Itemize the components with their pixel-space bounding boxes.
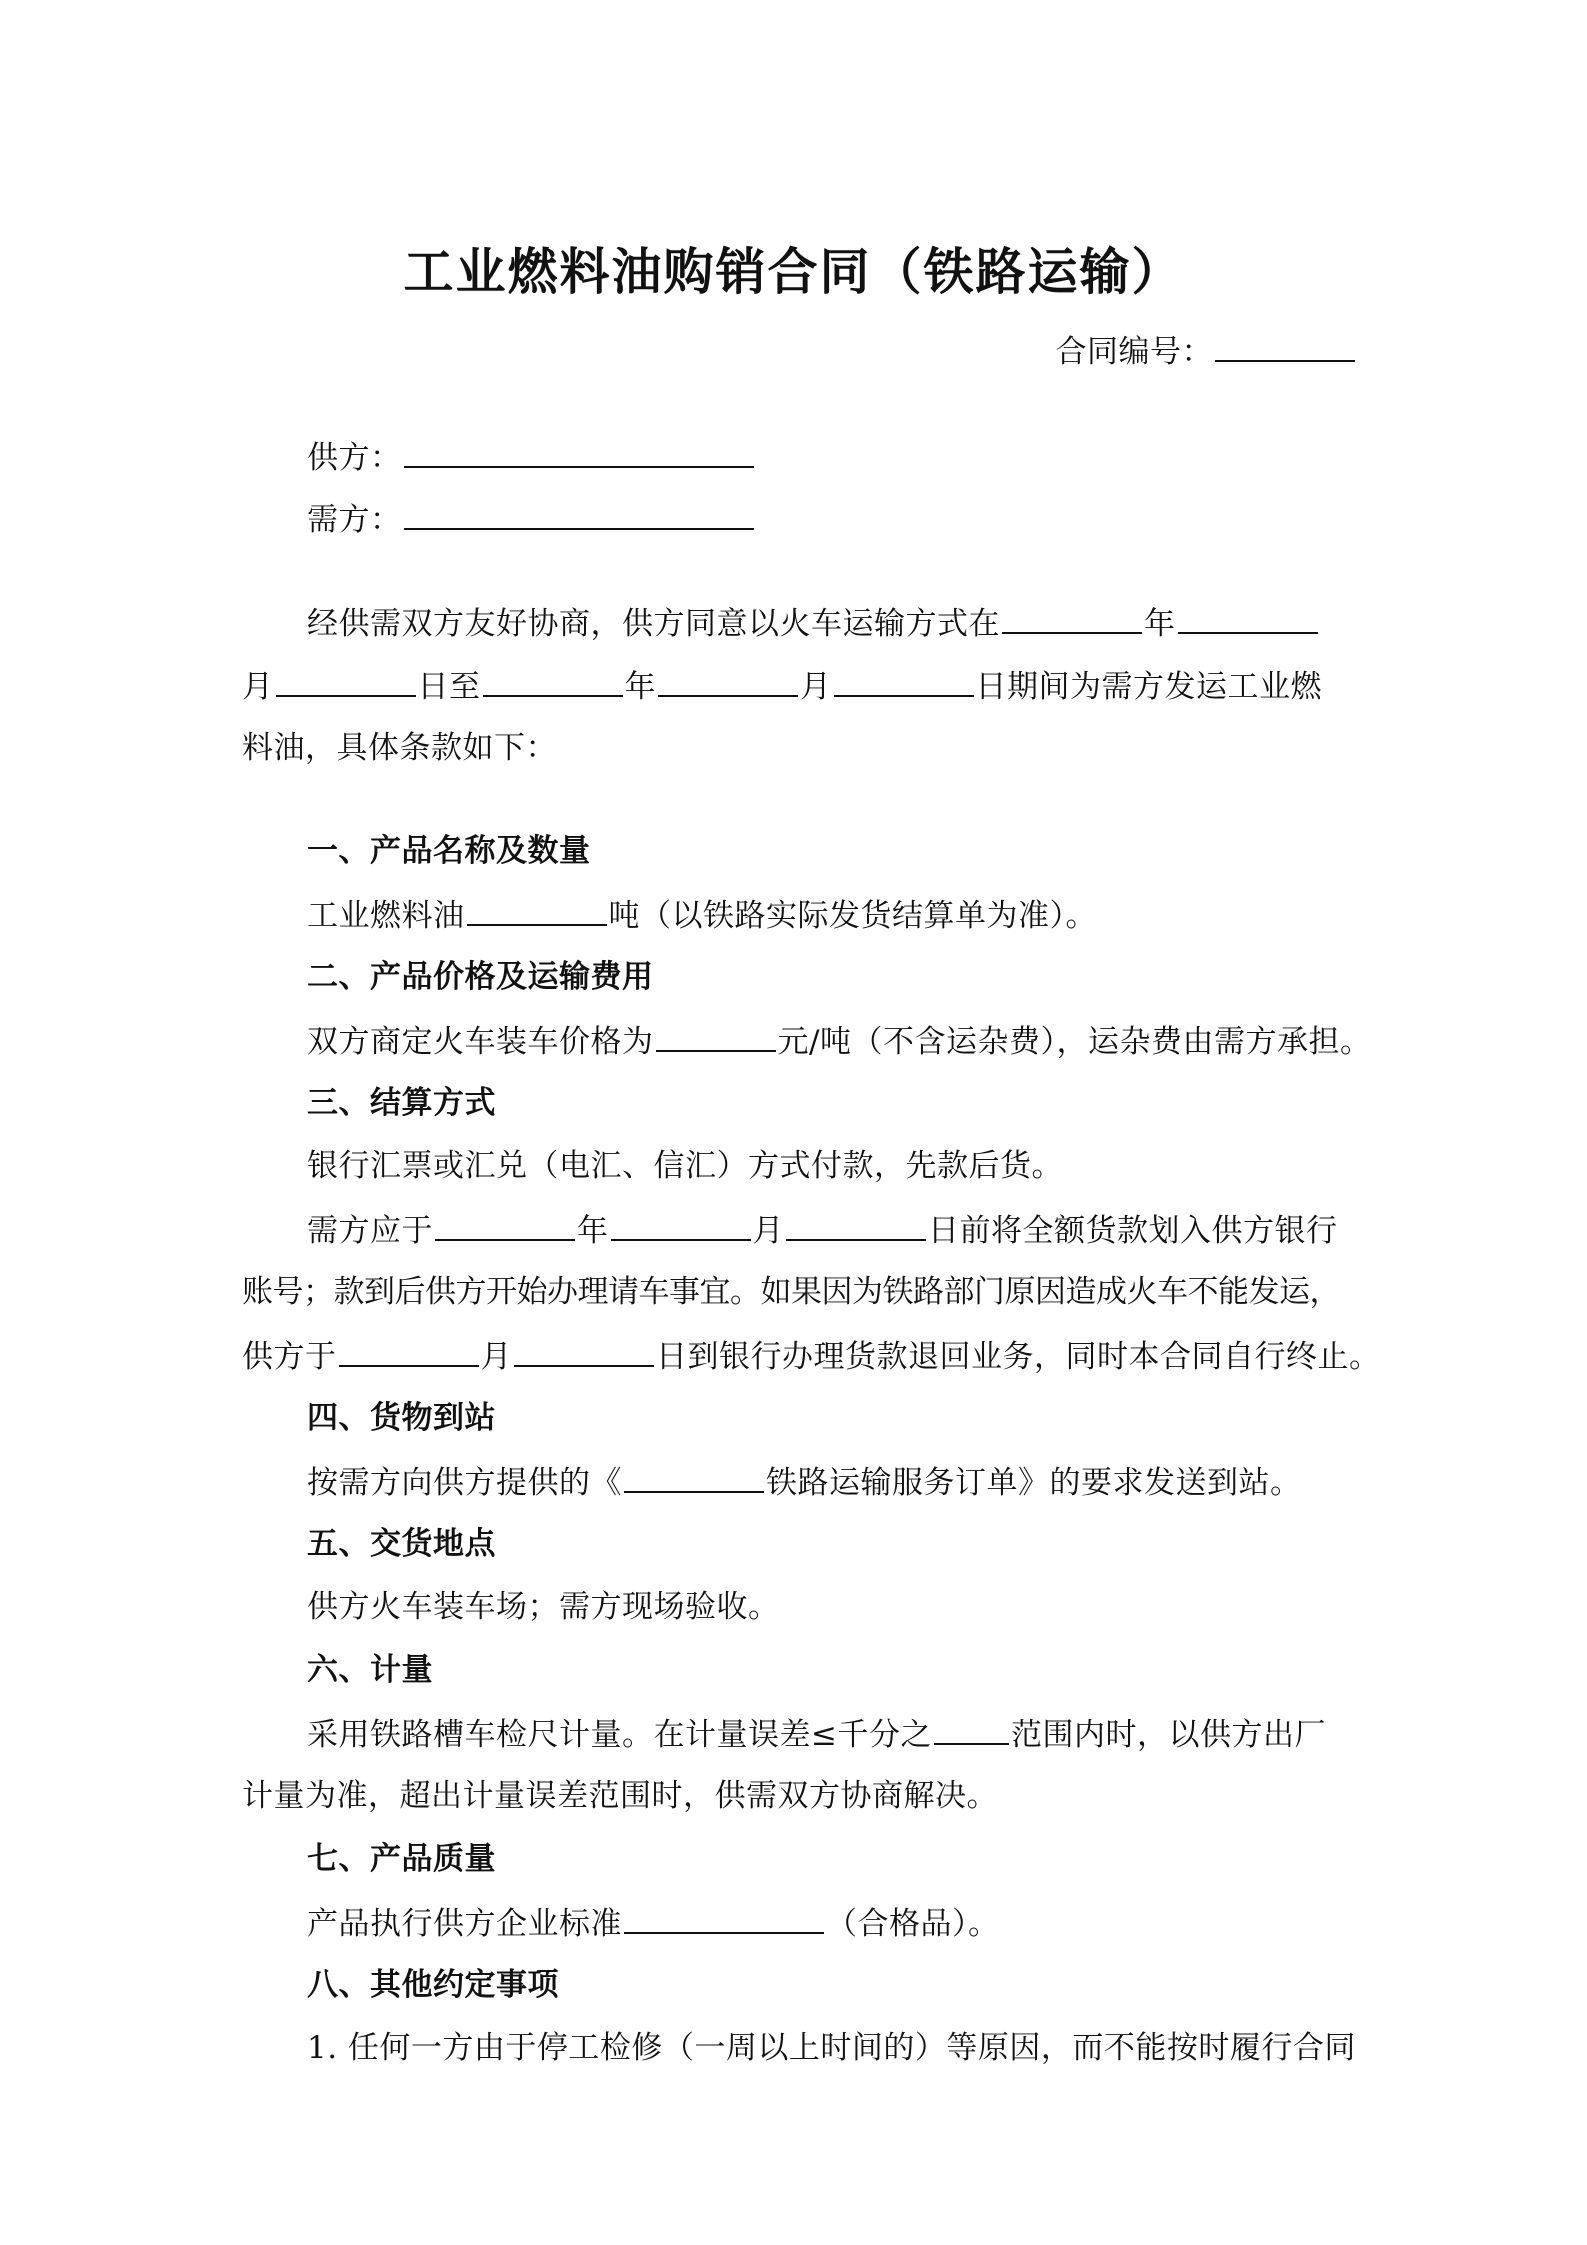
payment-month-blank[interactable] (611, 1209, 751, 1241)
section-6-heading: 六、计量 (307, 1652, 433, 1688)
section-7-text: 产品执行供方企业标准 （合格品）。 (307, 1902, 1000, 1944)
order-blank[interactable] (624, 1461, 764, 1493)
section-5-heading: 五、交货地点 (307, 1526, 496, 1562)
standard-blank[interactable] (624, 1902, 824, 1934)
section-3-heading: 三、结算方式 (307, 1085, 496, 1121)
start-day-blank[interactable] (276, 665, 416, 697)
buyer-label: 需方： (307, 502, 402, 538)
intro-line-2: 月 日至 年 月 日期间为需方发运工业燃 (242, 665, 1322, 707)
payment-day-blank[interactable] (786, 1209, 926, 1241)
intro-line-3: 料油，具体条款如下： (242, 730, 557, 766)
refund-month-blank[interactable] (339, 1335, 479, 1367)
section-3-text-4: 供方于 月 日到银行办理货款退回业务，同时本合同自行终止。 (242, 1335, 1381, 1377)
end-month-blank[interactable] (658, 665, 798, 697)
section-6-text-2: 计量为准，超出计量误差范围时，供需双方协商解决。 (242, 1778, 998, 1814)
contract-number-label: 合同编号： (1055, 334, 1213, 370)
start-month-blank[interactable] (1178, 602, 1318, 634)
contract-number-blank[interactable] (1215, 330, 1355, 362)
section-3-text-2: 需方应于 年 月 日前将全额货款划入供方银行 (307, 1209, 1338, 1251)
tolerance-blank[interactable] (934, 1713, 1009, 1745)
buyer-blank[interactable] (404, 498, 754, 530)
end-day-blank[interactable] (834, 665, 974, 697)
section-8-heading: 八、其他约定事项 (307, 1967, 559, 2003)
supplier-label: 供方： (307, 440, 402, 476)
section-8-text-1: 1. 任何一方由于停工检修（一周以上时间的）等原因，而不能按时履行合同 (307, 2030, 1356, 2066)
section-3-text-3: 账号；款到后供方开始办理请车事宜。如果因为铁路部门原因造成火车不能发运， (242, 1274, 1340, 1310)
start-year-blank[interactable] (1002, 602, 1142, 634)
section-2-text: 双方商定火车装车价格为 元/吨（不含运杂费），运杂费由需方承担。 (307, 1020, 1371, 1062)
section-2-heading: 二、产品价格及运输费用 (307, 959, 654, 995)
refund-day-blank[interactable] (514, 1335, 654, 1367)
section-3-text-1: 银行汇票或汇兑（电汇、信汇）方式付款，先款后货。 (307, 1148, 1063, 1184)
section-4-text: 按需方向供方提供的《 铁路运输服务订单》的要求发送到站。 (307, 1461, 1302, 1503)
contract-title: 工业燃料油购销合同（铁路运输） (403, 242, 1184, 301)
section-5-text: 供方火车装车场；需方现场验收。 (307, 1589, 780, 1625)
price-blank[interactable] (656, 1020, 776, 1052)
supplier-row (307, 436, 756, 478)
payment-year-blank[interactable] (435, 1209, 575, 1241)
section-6-text-1: 采用铁路槽车检尺计量。在计量误差≤千分之 范围内时，以供方出厂 (307, 1713, 1326, 1755)
section-4-heading: 四、货物到站 (307, 1400, 496, 1436)
supplier-blank[interactable] (404, 436, 754, 468)
buyer-row (307, 498, 756, 540)
section-1-text: 工业燃料油 吨（以铁路实际发货结算单为准）。 (307, 894, 1097, 936)
contract-number-row (1056, 330, 1358, 372)
intro-line-1: 经供需双方友好协商，供方同意以火车运输方式在 年 (307, 602, 1320, 644)
section-1-heading: 一、产品名称及数量 (307, 833, 591, 869)
end-year-blank[interactable] (483, 665, 623, 697)
section-7-heading: 七、产品质量 (307, 1841, 496, 1877)
quantity-blank[interactable] (467, 894, 607, 926)
